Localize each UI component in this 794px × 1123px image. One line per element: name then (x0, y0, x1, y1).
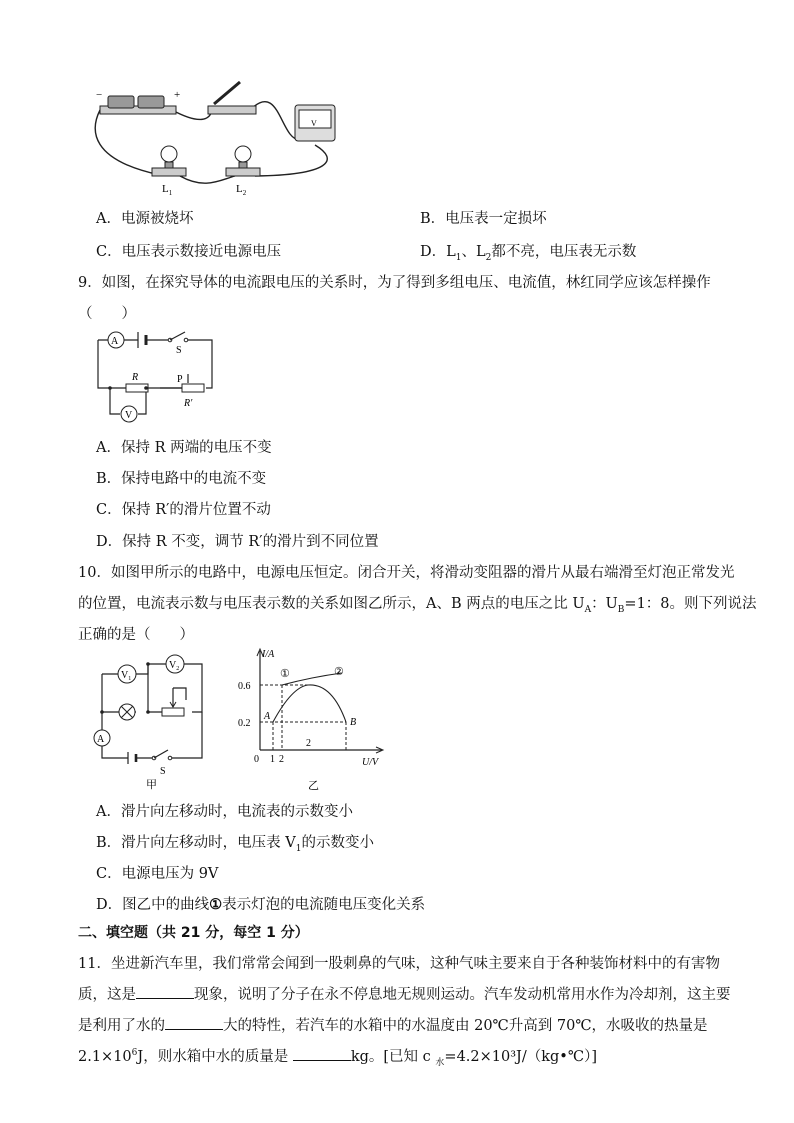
curve-2 (282, 673, 342, 685)
switch-icon (154, 750, 168, 758)
bulb-l1-icon (161, 146, 177, 162)
q8-option-d: D．$L_1$、$L_2$都不亮，电压表无示数 (420, 244, 637, 263)
voltmeter-label: V (311, 119, 317, 128)
bulb-l2-base (226, 168, 260, 176)
rheostat-label: R′ (184, 398, 193, 409)
q8-option-c: C．电压表示数接近电源电压 (96, 244, 282, 260)
blank-1[interactable] (136, 984, 194, 999)
q10-stem-line1: 10．如图甲所示的电路中，电源电压恒定。闭合开关，将滑动变阻器的滑片从最右端滑至灯泡正常发光 (78, 565, 735, 581)
q9-option-a: A．保持 R 两端的电压不变 (96, 440, 272, 456)
x-tick-1: 1 (270, 754, 275, 765)
q8-circuit-figure (90, 80, 350, 200)
battery-cell-icon (108, 96, 134, 108)
rheostat-icon (182, 384, 204, 392)
q8-option-a: A．电源被烧坏 (96, 211, 194, 227)
curve-2-label: ② (334, 666, 344, 678)
ammeter-label: A (97, 734, 105, 745)
q10-option-a: A．滑片向左移动时，电流表的示数变小 (96, 804, 353, 820)
point-a-label: A (264, 711, 271, 722)
q10-option-c: C．电源电压为 9V (96, 866, 219, 882)
q11-line2: 质，这是 现象，说明了分子在永不停息地无规则运动。汽车发动机常用水作为冷却剂，这主要 (78, 983, 731, 1004)
battery-cell-icon (138, 96, 164, 108)
ammeter-label: A (111, 336, 119, 347)
bulb-l2-icon (235, 146, 251, 162)
curve-1-label: ① (280, 668, 290, 680)
section-2-title: 二、填空题（共 21 分，每空 1 分） (78, 925, 309, 941)
x-axis-label: U/V (362, 757, 379, 768)
q10-option-b: B．滑片向左移动时，电压表 $V_1$的示数变小 (96, 835, 374, 854)
y-tick-02: 0.2 (238, 718, 251, 729)
q11-line4: $2.1\times 10^6J$，则水箱中水的质量是 kg。[已知 c $_水$=4.2×10³J/（kg•℃）] (78, 1045, 597, 1068)
q9-stem-line2: （ ） (78, 306, 136, 322)
switch-base (208, 106, 256, 114)
bulb-l1-label: $L_1$ (162, 183, 173, 197)
rheostat-icon (162, 708, 184, 716)
q10-fig-jia-circuit (92, 652, 212, 790)
blank-2[interactable] (165, 1015, 223, 1030)
x-tick-0: 0 (254, 754, 259, 765)
q10-fig-yi-graph (232, 645, 392, 797)
blank-3[interactable] (293, 1046, 351, 1061)
fig-yi-caption: 乙 (308, 780, 319, 792)
x-tick-2: 2 (279, 754, 284, 765)
q9-stem-line1: 9．如图，在探究导体的电流跟电压的关系时，为了得到多组电压、电流值，林红同学应该怎样操作 (78, 275, 711, 291)
voltmeter-v1-label: $V_1$ (121, 670, 132, 682)
knife-switch-icon (214, 82, 240, 104)
q11-line1: 11．坐进新汽车里，我们常常会闻到一股刺鼻的气味，这种气味主要来自于各种装饰材料中的有害物 (78, 956, 720, 972)
battery-plus-label: + (174, 89, 181, 101)
q11-line3: 是利用了水的 大的特性，若汽车的水箱中的水温度由 20℃升高到 70℃，水吸收的热量是 (78, 1014, 708, 1035)
q8-option-b: B．电压表一定损坏 (420, 211, 547, 227)
voltmeter-label: V (125, 410, 133, 421)
rheostat-slider-label: P (177, 374, 183, 385)
switch-icon (170, 332, 185, 340)
bulb-l1-base (152, 168, 186, 176)
voltmeter-v2-label: $V_2$ (169, 660, 180, 672)
q9-option-d: D．保持 R 不变，调节 R′的滑片到不同位置 (96, 534, 379, 550)
q9-option-c: C．保持 R′的滑片位置不动 (96, 502, 271, 518)
y-tick-06: 0.6 (238, 681, 251, 692)
q10-stem-line3: 正确的是（ ） (78, 627, 194, 643)
switch-label: S (160, 766, 166, 777)
switch-label: S (176, 345, 182, 356)
q10-stem-line2: 的位置，电流表示数与电压表示数的关系如图乙所示，A、B 两点的电压之比 $U_A$：$U_B=1$：8。则下列说法 (78, 596, 757, 615)
fig-jia-caption: 甲 (146, 779, 157, 790)
q10-option-d: D．图乙中的曲线①表示灯泡的电流随电压变化关系 (96, 896, 426, 913)
bulb-l2-label: $L_2$ (236, 183, 247, 197)
battery-minus-label: − (96, 89, 103, 101)
q9-circuit-figure (90, 326, 220, 432)
mid-label-2: 2 (306, 738, 311, 749)
q9-option-b: B．保持电路中的电流不变 (96, 471, 267, 487)
resistor-r-label: R (132, 372, 139, 383)
point-b-label: B (350, 717, 357, 728)
curve-1 (273, 685, 346, 722)
y-axis-label: I/A (262, 649, 275, 660)
